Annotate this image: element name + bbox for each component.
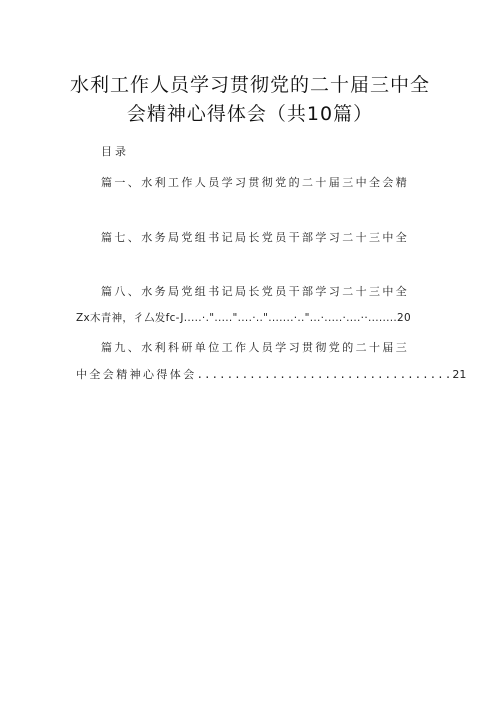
- toc-page-number: 21: [452, 368, 467, 381]
- document-title-line-1: 水利工作人员学习贯彻党的二十届三中全: [69, 74, 430, 96]
- toc-entry-9[interactable]: 篇九、水利科研单位工作人员学习贯彻党的二十届三: [101, 341, 410, 354]
- toc-entry-8[interactable]: 篇八、水务局党组书记局长党员干部学习二十三中全: [101, 285, 410, 298]
- toc-entry-9-text: 中全会精神心得体会: [76, 368, 197, 381]
- document-title-line-2: 会精神心得体会（共10篇）: [126, 103, 374, 125]
- toc-heading: 目录: [101, 145, 129, 158]
- toc-entry-1[interactable]: 篇一、水利工作人员学习贯彻党的二十届三中全会精: [101, 176, 410, 189]
- toc-leader-dots: ..................................: [196, 369, 453, 381]
- toc-entry-7[interactable]: 篇七、水务局党组书记局长党员干部学习二十三中全: [101, 231, 410, 244]
- toc-entry-9-continuation[interactable]: [76, 366, 466, 382]
- toc-entry-8-continuation[interactable]: Zx木青神，彳厶发fc-J.....·."....."....·..".......·.."...·.....·....··........20: [76, 312, 412, 324]
